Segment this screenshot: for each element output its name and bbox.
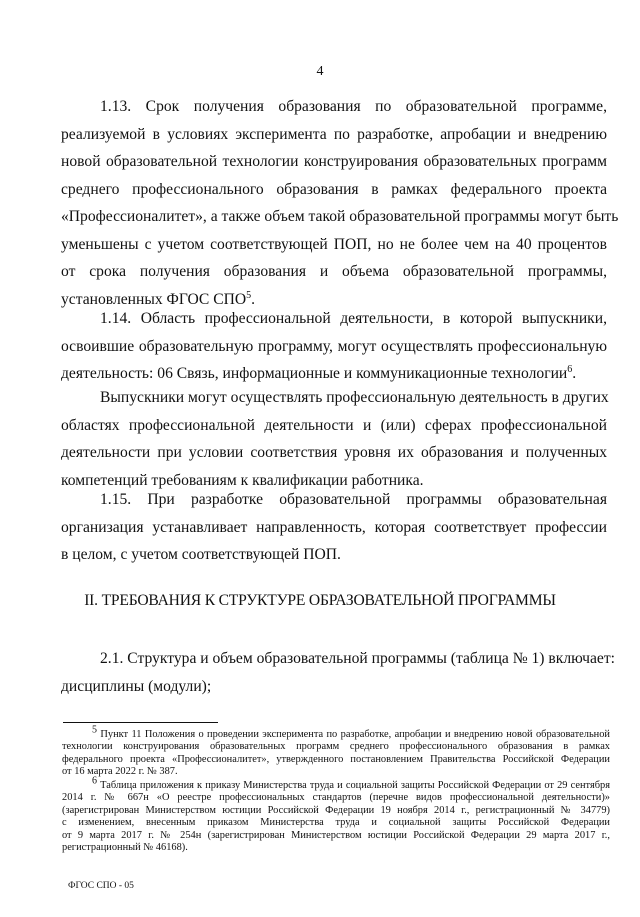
text-line: дисциплины (модули); [61, 677, 212, 695]
footnote-line: 2014 г. № 667н «О реестре профессиональных стандартов (перечне видов профессиональной деятельности)» [62, 792, 610, 804]
text-fragment: . [251, 290, 256, 308]
text-fragment: Пункт 11 Положения о проведении эксперимента по разработке, апробации и внедрению новой образовательной [100, 729, 610, 740]
footnote-ref-6[interactable]: 6 [567, 363, 573, 375]
footnote-separator [63, 722, 218, 723]
footnote-ref-5[interactable]: 5 [246, 289, 252, 301]
document-footer: ФГОС СПО - 05 [68, 881, 134, 891]
paragraph-1-15 [61, 486, 607, 569]
footnote-line: от 16 марта 2022 г. № 387. [62, 766, 178, 778]
paragraph-1-13 [61, 93, 619, 313]
text-line: новой образовательной технологии конструирования образовательных программ [61, 153, 607, 170]
text-line: деятельности при условии соответствия уровня их образования и полученных [61, 444, 607, 461]
footnote-mark: 5 [92, 724, 97, 736]
text-fragment: Таблица приложения к приказу Министерства труда и социальной защиты Российской Федерации от 29 сентября [100, 780, 610, 791]
text-fragment: . [572, 365, 577, 382]
footnote-5 [62, 724, 610, 779]
text-line: уменьшены с учетом соответствующей ПОП, но не более чем на 40 процентов [61, 235, 607, 253]
paragraph-graduates [61, 384, 607, 494]
text-line: Выпускники могут осуществлять профессиональную деятельность в других [100, 389, 609, 406]
text-fragment: деятельность: 06 Связь, информационные и коммуникационные технологии [61, 365, 568, 382]
footnote-line: федерального проекта «Профессионалитет», утвержденного постановлением Правительства Российской Федерации [62, 753, 610, 765]
text-line: 1.14. Область профессиональной деятельности, в которой выпускники, [100, 310, 607, 327]
footnote-line: с изменением, внесенным приказом Министерства труда и социальной защиты Российской Федерации [62, 817, 610, 829]
text-line: от срока получения образования и объема образовательной программы, [61, 263, 607, 280]
footnote-mark: 6 [92, 775, 97, 787]
paragraph-1-14 [61, 305, 607, 388]
text-line: «Профессионалитет», а также объем такой образовательной программы могут быть [61, 208, 619, 225]
text-line: среднего профессионального образования в рамках федерального проекта [61, 180, 607, 198]
text-line: организация устанавливает направленность, которая соответствует профессии [61, 518, 607, 536]
footnote-line: (зарегистрирован Министерством юстиции Российской Федерации 19 ноября 2014 г., регистрационный № 34779) [62, 804, 610, 816]
text-line: 1.15. При разработке образовательной программы образовательная [100, 491, 607, 508]
section-heading: II. ТРЕБОВАНИЯ К СТРУКТУРЕ ОБРАЗОВАТЕЛЬНОЙ ПРОГРАММЫ [84, 592, 556, 609]
footnote-line: регистрационный № 46168). [62, 842, 188, 854]
paragraph-2-1 [61, 645, 616, 700]
text-fragment: установленных ФГОС СПО [61, 290, 247, 308]
text-line: реализуемой в условиях эксперимента по разработке, апробации и внедрению [61, 125, 607, 143]
footnote-line: от 9 марта 2017 г. № 254н (зарегистрирован Министерством юстиции Российской Федерации 29 марта 2017 г., [62, 829, 610, 841]
footnote-line [92, 724, 610, 741]
text-line: 2.1. Структура и объем образовательной программы (таблица № 1) включает: [100, 650, 616, 667]
text-line: компетенций требованиям к квалификации работника. [61, 471, 424, 489]
text-line: 1.13. Срок получения образования по образовательной программе, [100, 98, 607, 115]
text-line: освоившие образовательную программу, могут осуществлять профессиональную [61, 337, 607, 355]
footnote-line: технологии конструирования образовательных программ среднего профессионального образования в рамках [62, 741, 610, 753]
footnote-line [92, 775, 610, 792]
text-line: областях профессиональной деятельности и (или) сферах профессиональной [61, 416, 607, 434]
page-number: 4 [316, 64, 324, 79]
footnote-6 [62, 775, 610, 854]
text-line: в целом, с учетом соответствующей ПОП. [61, 546, 341, 563]
